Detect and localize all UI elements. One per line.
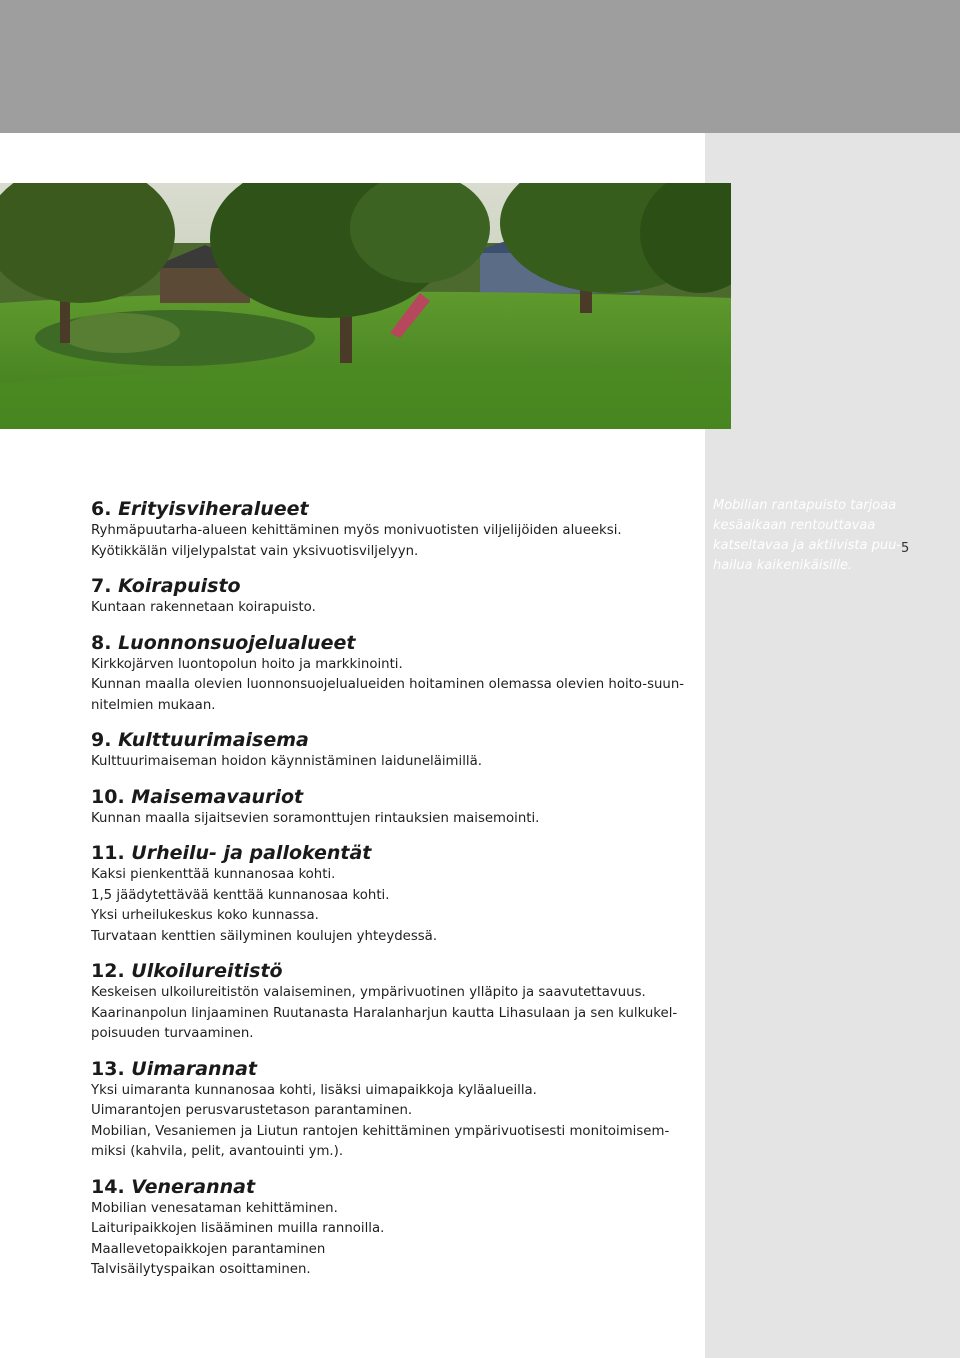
- section-line: nitelmien mukaan.: [91, 697, 216, 713]
- section-line: Kaksi pienkenttää kunnanosaa kohti.: [91, 867, 336, 882]
- caption-line: hailua kaikenikäisille.: [713, 558, 853, 573]
- section-line: Maallevetopaikkojen parantaminen: [91, 1241, 326, 1257]
- section-heading: 12. Ulkoilureitistö: [91, 960, 283, 982]
- section-line: 1,5 jäädytettävää kenttää kunnanosaa kohti.: [91, 887, 390, 903]
- section-line: Kaarinanpolun linjaaminen Ruutanasta Haralanharjun kautta Lihasulaan ja sen kulkukel-: [91, 1005, 678, 1021]
- section-line: Kuntaan rakennetaan koirapuisto.: [91, 600, 316, 615]
- caption-line: katseltavaa ja aktiivista puu-: [713, 538, 902, 553]
- section-ulkoilureitisto: [91, 959, 691, 1045]
- section-line: Yksi uimaranta kunnanosaa kohti, lisäksi uimapaikkoja kyläalueilla.: [91, 1082, 537, 1098]
- caption-line: kesäaikaan rentouttavaa: [713, 518, 876, 533]
- section-heading: 8. Luonnonsuojelualueet: [91, 631, 356, 654]
- section-erityisviheralueet: [91, 497, 691, 562]
- section-heading: 6. Erityisviheralueet: [91, 498, 309, 520]
- section-line: miksi (kahvila, pelit, avantouinti ym.).: [91, 1144, 344, 1159]
- section-line: Kirkkojärven luontopolun hoito ja markkinointi.: [91, 656, 403, 672]
- section-koirapuisto: [91, 574, 691, 619]
- section-line: poisuuden turvaaminen.: [91, 1026, 254, 1041]
- section-line: Kyötikkälän viljelypalstat vain yksivuotisviljelyyn.: [91, 543, 419, 559]
- section-heading: 10. Maisemavauriot: [91, 785, 304, 808]
- section-line: Yksi urheilukeskus koko kunnassa.: [91, 908, 319, 923]
- section-line: Mobilian venesataman kehittäminen.: [91, 1200, 338, 1216]
- section-line: Kulttuurimaiseman hoidon käynnistäminen laiduneläimillä.: [91, 754, 482, 769]
- section-line: Uimarantojen perusvarustetason parantaminen.: [91, 1103, 413, 1118]
- content-column: [91, 497, 691, 1281]
- section-line: Ryhmäpuutarha-alueen kehittäminen myös monivuotisten viljelijöiden alueeksi.: [91, 523, 622, 538]
- section-urheilu-ja-pallokentat: [91, 841, 691, 947]
- section-heading: 11. Urheilu- ja pallokentät: [91, 842, 372, 864]
- park-photo: [0, 183, 731, 429]
- section-heading: 14. Venerannat: [91, 1175, 256, 1198]
- section-line: Laituripaikkojen lisääminen muilla rannoilla.: [91, 1221, 385, 1236]
- section-heading: 13. Uimarannat: [91, 1057, 258, 1080]
- side-column: [705, 133, 960, 1358]
- section-line: Mobilian, Vesaniemen ja Liutun rantojen kehittäminen ympärivuotisesti monitoimisem-: [91, 1123, 670, 1139]
- section-maisemavauriot: [91, 785, 691, 830]
- page-number: 5: [901, 541, 910, 556]
- section-uimarannat: [91, 1057, 691, 1163]
- section-venerannat: [91, 1175, 691, 1281]
- section-heading: 7. Koirapuisto: [91, 575, 241, 597]
- section-line: Turvataan kenttien säilyminen koulujen yhteydessä.: [91, 928, 438, 944]
- photo-caption: [713, 496, 903, 576]
- top-gray-band: [0, 0, 960, 133]
- section-line: Kunnan maalla olevien luonnonsuojelualueiden hoitaminen olemassa olevien hoito-suun-: [91, 677, 685, 692]
- section-line: Kunnan maalla sijaitsevien soramonttujen rintauksien maisemointi.: [91, 810, 540, 826]
- caption-line: Mobilian rantapuisto tarjoaa: [713, 498, 897, 513]
- section-kulttuurimaisema: [91, 728, 691, 773]
- section-heading: 9. Kulttuurimaisema: [91, 729, 309, 751]
- section-line: Keskeisen ulkoilureitistön valaiseminen, ympärivuotinen ylläpito ja saavutettavuus.: [91, 985, 646, 1000]
- section-line: Talvisäilytyspaikan osoittaminen.: [91, 1262, 311, 1277]
- section-luonnonsuojelualueet: [91, 631, 691, 717]
